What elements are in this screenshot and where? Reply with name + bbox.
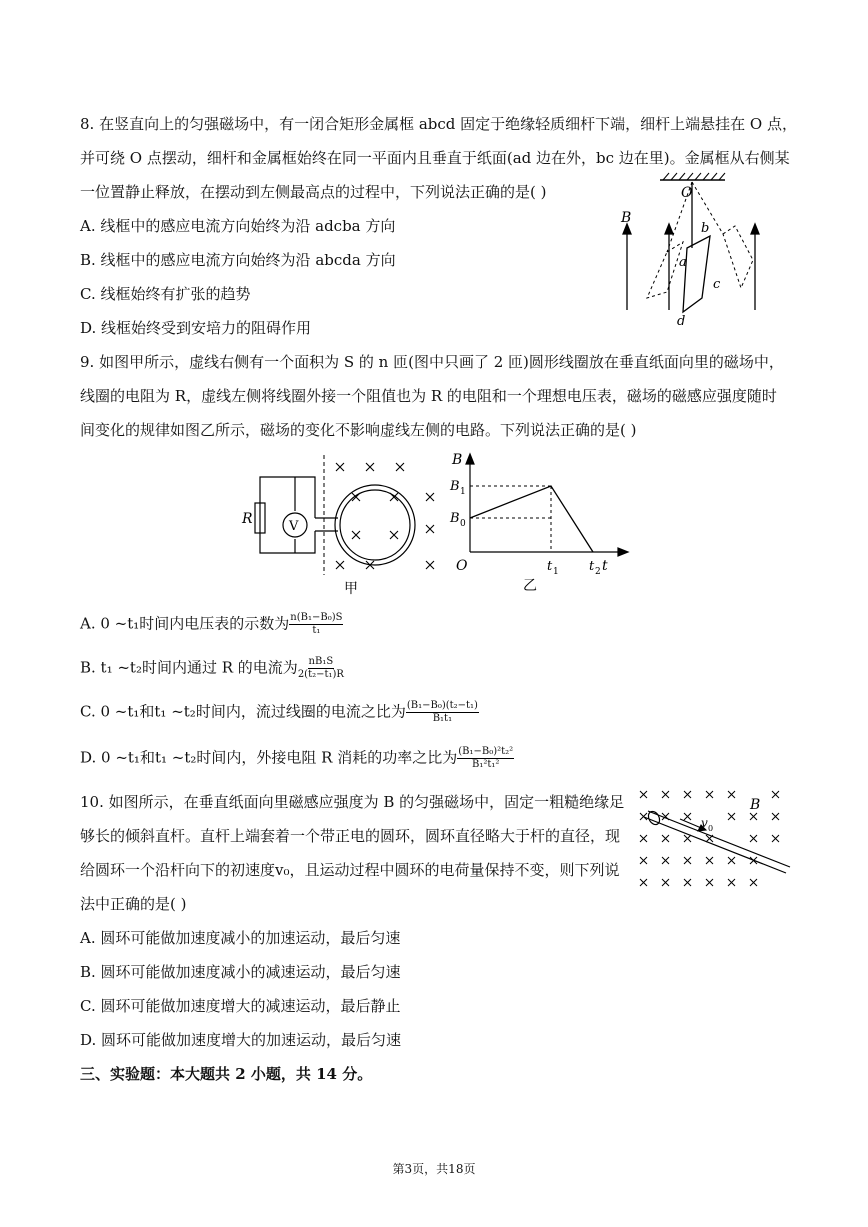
q9-axis-t: t bbox=[602, 558, 608, 574]
q9-line-1: 9. 如图甲所示，虚线右侧有一个面积为 S 的 n 匝(图中只画了 2 匝)圆形线圈放在垂直纸面向里的磁场中， bbox=[80, 353, 784, 371]
q8-label-d: d bbox=[677, 314, 686, 329]
q10-label-b: B bbox=[750, 797, 761, 813]
q10-line-2: 够长的倾斜直杆。直杆上端套着一个带正电的圆环，圆环直径略大于杆的直径，现 bbox=[80, 827, 621, 845]
q8-line-3: 一位置静止释放，在摆动到左侧最高点的过程中，下列说法正确的是( ) bbox=[80, 183, 547, 201]
q9-figure-jia-circuit bbox=[240, 455, 445, 595]
q8-line-2: 并可绕 O 点摆动，细杆和金属框始终在同一平面内且垂直于纸面(ad 边在外，bc 边在里)。金属框从右侧某 bbox=[80, 149, 790, 167]
q10-label-v0: v bbox=[701, 816, 708, 830]
q8-figure-swinging-frame bbox=[605, 170, 785, 330]
q9-option-d bbox=[80, 746, 514, 776]
q8-option-b: B. 线框中的感应电流方向始终为沿 abcda 方向 bbox=[80, 251, 396, 269]
q8-line-1: 8. 在竖直向上的匀强磁场中，有一闭合矩形金属框 abcd 固定于绝缘轻质细杆下端，细杆上端悬挂在 O 点， bbox=[80, 115, 798, 133]
page-footer: 第3页，共18页 bbox=[392, 1162, 476, 1176]
q10-line-1: 10. 如图所示，在垂直纸面向里磁感应强度为 B 的匀强磁场中，固定一粗糙绝缘足 bbox=[80, 793, 625, 811]
q8-option-d: D. 线框始终受到安培力的阻碍作用 bbox=[80, 319, 312, 337]
q9-caption-yi: 乙 bbox=[523, 578, 537, 594]
q9-option-d-fraction bbox=[457, 746, 514, 771]
q9-option-a-fraction bbox=[289, 612, 343, 637]
q9-line-3: 间变化的规律如图乙所示，磁场的变化不影响虚线左侧的电路。下列说法正确的是( ) bbox=[80, 421, 637, 439]
q8-label-b-field: B bbox=[621, 210, 632, 226]
q9-option-a-numerator: n(B₁−B₀)S bbox=[290, 612, 343, 623]
q10-label-v0-sub: 0 bbox=[708, 824, 714, 833]
q9-option-d-denominator: B₁²t₁² bbox=[471, 759, 500, 770]
q9-label-b0-sub: 0 bbox=[460, 519, 466, 529]
q9-figure-yi-graph bbox=[448, 448, 638, 598]
q9-voltmeter-label: V bbox=[289, 519, 299, 534]
q9-label-t1-sub: 1 bbox=[553, 567, 559, 577]
q10-option-a: A. 圆环可能做加速度减小的加速运动，最后匀速 bbox=[80, 929, 401, 947]
q10-figure-inclined-rod bbox=[636, 785, 796, 890]
q8-option-c: C. 线框始终有扩张的趋势 bbox=[80, 285, 251, 303]
q9-option-a-denominator: t₁ bbox=[312, 625, 321, 636]
q9-label-b0: B bbox=[450, 511, 460, 526]
q9-option-b bbox=[80, 656, 344, 686]
q9-resistor-label: R bbox=[242, 511, 253, 527]
q10-line-4: 法中正确的是( ) bbox=[80, 895, 187, 913]
q9-option-c-text: C. 0 ~t₁和t₁ ~t₂时间内，流过线圈的电流之比为 bbox=[80, 702, 406, 721]
q9-label-b1-sub: 1 bbox=[460, 487, 466, 497]
q9-option-c-denominator: B₁t₁ bbox=[432, 713, 453, 724]
q9-option-c-numerator: (B₁−B₀)(t₂−t₁) bbox=[406, 700, 478, 711]
q8-label-a: a bbox=[679, 255, 687, 270]
q9-option-b-fraction bbox=[298, 656, 344, 681]
q10-option-c: C. 圆环可能做加速度增大的减速运动，最后静止 bbox=[80, 997, 401, 1015]
q9-label-t2-sub: 2 bbox=[595, 567, 601, 577]
q8-label-o: O bbox=[681, 185, 693, 201]
q8-option-a: A. 线框中的感应电流方向始终为沿 adcba 方向 bbox=[80, 217, 396, 235]
q9-option-c-fraction bbox=[406, 700, 479, 725]
q9-option-b-text: B. t₁ ~t₂时间内通过 R 的电流为 bbox=[80, 658, 298, 677]
q9-option-c bbox=[80, 700, 479, 730]
q9-option-b-denominator: 2(t₂−t₁)R bbox=[297, 669, 344, 680]
q9-option-d-numerator: (B₁−B₀)²t₂² bbox=[458, 746, 514, 757]
q10-line-3: 给圆环一个沿杆向下的初速度v₀，且运动过程中圆环的电荷量保持不变，则下列说 bbox=[80, 861, 620, 879]
q9-label-b1: B bbox=[450, 479, 460, 494]
q10-option-b: B. 圆环可能做加速度减小的减速运动，最后匀速 bbox=[80, 963, 401, 981]
q9-caption-jia: 甲 bbox=[344, 581, 358, 595]
q8-label-c: c bbox=[713, 277, 721, 292]
q8-label-b: b bbox=[701, 221, 710, 236]
q9-option-d-text: D. 0 ~t₁和t₁ ~t₂时间内，外接电阻 R 消耗的功率之比为 bbox=[80, 748, 458, 767]
q9-field-crosses bbox=[336, 463, 434, 569]
q10-option-d: D. 圆环可能做加速度增大的加速运动，最后匀速 bbox=[80, 1031, 402, 1049]
q9-axis-b: B bbox=[452, 452, 463, 468]
q9-label-t2: t bbox=[589, 559, 595, 574]
q9-origin: O bbox=[456, 558, 468, 574]
q9-option-b-numerator: nB₁S bbox=[308, 656, 334, 667]
section-3-heading: 三、实验题：本大题共 2 小题，共 14 分。 bbox=[80, 1065, 373, 1083]
q9-option-a bbox=[80, 612, 343, 642]
q9-line-2: 线圈的电阻为 R，虚线左侧将线圈外接一个阻值也为 R 的电阻和一个理想电压表，磁场的磁感应强度随时 bbox=[80, 387, 777, 405]
q9-option-a-text: A. 0 ~t₁时间内电压表的示数为 bbox=[80, 614, 290, 633]
q9-label-t1: t bbox=[547, 559, 553, 574]
